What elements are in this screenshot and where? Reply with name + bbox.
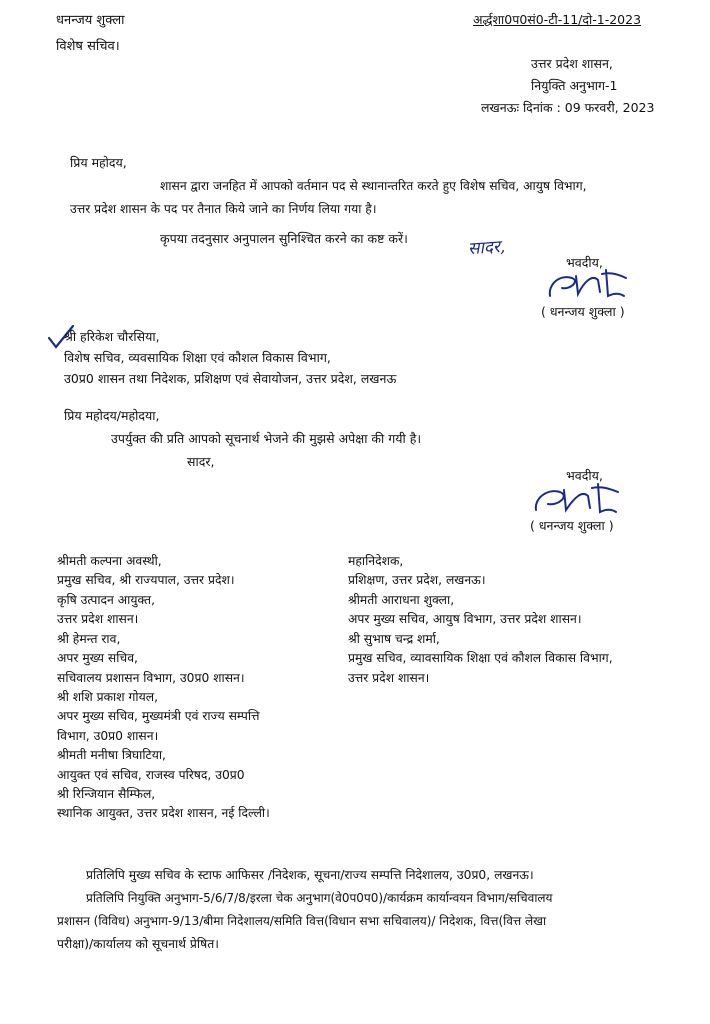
copy-note-2-line-2: प्रशासन (विविध) अनुभाग-9/13/बीमा निदेशालय/समिति वित्त(विधान सभा सचिवालय)/ निदेशक, वित्त(वित्त लेखा	[57, 914, 547, 928]
office-section: नियुक्ति अनुभाग-1	[531, 78, 618, 93]
list-item: स्थानिक आयुक्त, उत्तर प्रदेश शासन, नई दिल्ली।	[57, 806, 270, 821]
list-item: श्रीमती कल्पना अवस्थी,	[57, 554, 162, 568]
list-item: विभाग, उ0प्र0 शासन।	[57, 728, 159, 743]
office-name: उत्तर प्रदेश शासन,	[531, 56, 613, 71]
closing: भवदीय,	[566, 255, 603, 270]
list-item: श्री सुभाष चन्द्र शर्मा,	[348, 631, 440, 646]
list-item: महानिदेशक,	[348, 554, 404, 568]
signature-2	[528, 482, 624, 520]
list-item: आयुक्त एवं सचिव, राजस्व परिषद, उ0प्र0	[57, 767, 245, 782]
list-item: श्री शशि प्रकाश गोयल,	[57, 689, 159, 704]
copy-note-2-line-1: प्रतिलिपि नियुक्ति अनुभाग-5/6/7/8/इरला चेक अनुभाग(वे0प0प0)/कार्यक्रम कार्यान्वयन विभाग/सचिवालय	[86, 891, 553, 905]
reference-number: अर्द्धशा0प0सं0-टी-11/दो-1-2023	[473, 12, 642, 27]
list-item: श्री हेमन्त राव,	[57, 631, 121, 646]
copy-list-left	[57, 552, 270, 824]
copy-note-1: प्रतिलिपि मुख्य सचिव के स्टाफ आफिसर /निदेशक, सूचना/राज्य सम्पत्ति निदेशालय, उ0प्र0, लखनऊ।	[86, 868, 534, 882]
recipient-designation: विशेष सचिव, व्यवसायिक शिक्षा एवं कौशल विकास विभाग,	[64, 350, 331, 365]
list-item: अपर मुख्य सचिव, मुख्यमंत्री एवं राज्य सम्पत्ति	[57, 709, 260, 724]
copy-list-right	[348, 552, 613, 688]
list-item: श्रीमती आराधना शुक्ला,	[348, 592, 455, 607]
list-item: अपर मुख्य सचिव,	[57, 651, 138, 666]
list-item: श्रीमती मनीषा त्रिघाटिया,	[57, 748, 166, 763]
letter-date: लखनऊः दिनांक : 09 फरवरी, 2023	[481, 100, 655, 115]
body-copy-note: उपर्युक्त की प्रति आपको सूचनार्थ भेजने की मुझसे अपेक्षा की गयी है।	[111, 431, 422, 446]
list-item: प्रमुख सचिव, व्यावसायिक शिक्षा एवं कौशल विकास विभाग,	[348, 651, 613, 666]
salutation-2: प्रिय महोदय/महोदया,	[64, 408, 160, 423]
sender-designation: विशेष सचिव।	[56, 39, 120, 54]
body-line-1: शासन द्वारा जनहित में आपको वर्तमान पद से स्थानान्तरित करते हुए विशेष सचिव, आयुष विभाग,	[160, 179, 587, 193]
list-item: सचिवालय प्रशासन विभाग, उ0प्र0 शासन।	[57, 670, 245, 685]
signatory-name-2: ( धनन्जय शुक्ला )	[530, 518, 614, 533]
list-item: अपर मुख्य सचिव, आयुष विभाग, उत्तर प्रदेश शासन।	[348, 612, 582, 627]
signatory-name: ( धनन्जय शुक्ला )	[541, 304, 625, 319]
list-item: श्री रिन्जियान सैम्फिल,	[57, 787, 156, 802]
handwritten-note: सादर,	[467, 236, 506, 260]
list-item: प्रमुख सचिव, श्री राज्यपाल, उत्तर प्रदेश।	[57, 573, 235, 588]
salutation: प्रिय महोदय,	[70, 155, 127, 170]
recipient-name: श्री हरिकेश चौरसिया,	[64, 329, 160, 344]
list-item: कृषि उत्पादन आयुक्त,	[57, 592, 155, 607]
regards: सादर,	[187, 454, 215, 469]
list-item: उत्तर प्रदेश शासन।	[57, 612, 139, 627]
list-item: उत्तर प्रदेश शासन।	[348, 670, 430, 685]
list-item: प्रशिक्षण, उत्तर प्रदेश, लखनऊ।	[348, 573, 486, 588]
copy-note-2-line-3: परीक्षा)/कार्यालय को सूचनार्थ प्रेषित।	[57, 937, 219, 951]
sender-name: धनन्जय शुक्ला	[56, 13, 125, 28]
body-request: कृपया तदनुसार अनुपालन सुनिश्चित करने का कष्ट करें।	[160, 231, 408, 246]
body-line-2: उत्तर प्रदेश शासन के पद पर तैनात किये जाने का निर्णय लिया गया है।	[70, 202, 377, 216]
closing-2: भवदीय,	[566, 468, 603, 483]
signature-1	[540, 266, 630, 304]
recipient-office: उ0प्र0 शासन तथा निदेशक, प्रशिक्षण एवं सेवायोजन, उत्तर प्रदेश, लखनऊ	[64, 371, 397, 386]
